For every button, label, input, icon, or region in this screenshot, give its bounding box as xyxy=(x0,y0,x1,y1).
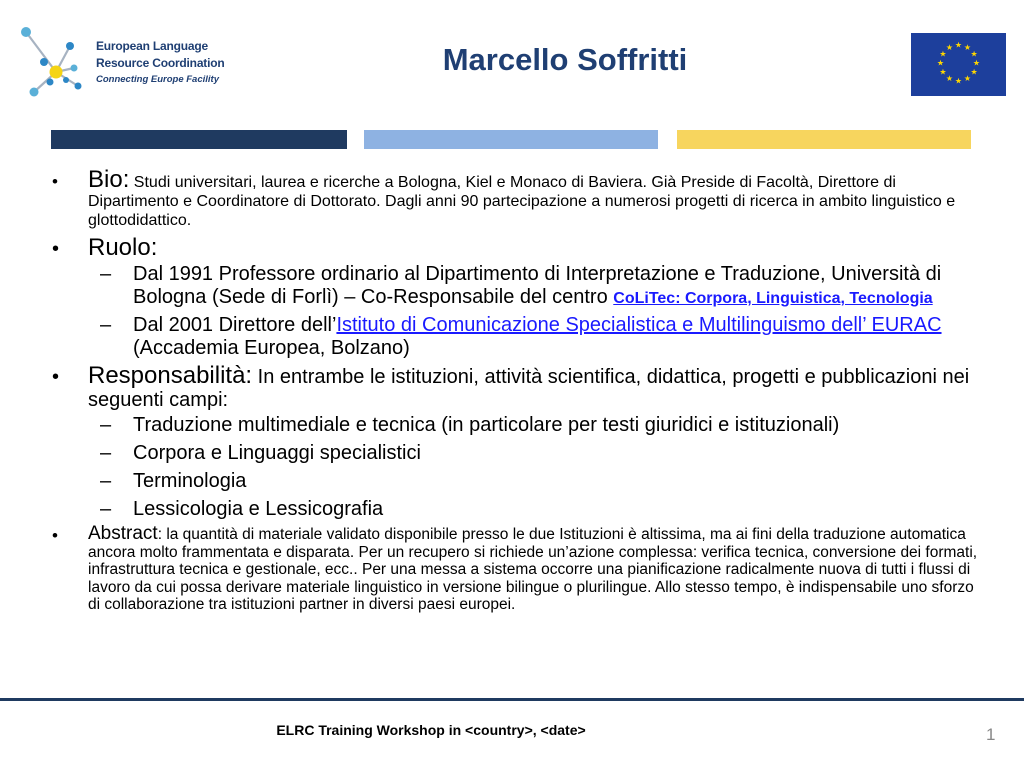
bullet-dot: • xyxy=(52,526,58,545)
svg-text:★: ★ xyxy=(972,58,981,68)
dash: – xyxy=(100,442,112,464)
svg-text:★: ★ xyxy=(963,42,972,52)
ruolo-bullet xyxy=(52,236,982,261)
logo-line-2: Resource Coordination xyxy=(96,56,225,70)
footer-text: ELRC Training Workshop in <country>, <date> xyxy=(276,722,586,738)
footer-divider xyxy=(0,698,1024,701)
header-bar-blue xyxy=(364,130,658,149)
dash: – xyxy=(100,470,112,492)
ruolo-label: Ruolo: xyxy=(88,234,158,261)
svg-text:★: ★ xyxy=(970,49,978,59)
logo-line-1: European Language xyxy=(96,39,208,53)
abstract-text: : la quantità di materiale validato disponibile presso le due Istituzioni è altissima, ma ai fini della traduzione automatica ancora molto frammentata e disparata. Per un recupero si richiede un’azione complessa: verifica tecnica, conversione dei formati, infrastruttura tecnica e gestionale, ecc.. Per una messa a sistema occorre una pianificazione radicalmente nuova di tutti i flussi di lavoro da cui possa derivare materiale linguistico in versione bilingue o plurilingue. Allo stesso tempo, è indispensabile uno sforzo di collaborazione tra istituzioni partner in diversi paesi europei. xyxy=(88,526,978,613)
responsabilita-item xyxy=(52,470,982,493)
svg-text:★: ★ xyxy=(954,76,963,86)
logo-text xyxy=(96,38,224,87)
responsabilita-item-text: Lessicologia e Lessicografia xyxy=(133,498,384,520)
ruolo-item-2-after: (Accademia Europea, Bolzano) xyxy=(133,337,410,359)
slide-content xyxy=(52,166,982,614)
dash: – xyxy=(100,314,112,336)
colitec-link[interactable]: CoLiTec: Corpora, Linguistica, Tecnologia xyxy=(613,290,933,307)
slide-title: Marcello Soffritti xyxy=(442,42,688,77)
page-number: 1 xyxy=(986,725,996,744)
ruolo-item-1-text: Dal 1991 Professore ordinario al Dipartimento di Interpretazione e Traduzione, Università di Bologna (Sede di Forlì) – Co-Responsabile del centro xyxy=(133,263,942,308)
abstract-bullet xyxy=(52,525,982,614)
bio-text: Studi universitari, laurea e ricerche a Bologna, Kiel e Monaco di Baviera. Già Preside di Facoltà, Direttore di Dipartimento e Coordinatore di Dottorato. Dagli anni 90 partecipazione a numerosi progetti di ricerca in ambito linguistico e glottodidattico. xyxy=(88,174,956,229)
responsabilita-item-text: Corpora e Linguaggi specialistici xyxy=(133,442,421,464)
svg-text:★: ★ xyxy=(939,67,947,77)
bullet-dot: • xyxy=(52,238,60,260)
ruolo-item-2-text: Dal 2001 Direttore dell’ xyxy=(133,314,337,336)
svg-text:★: ★ xyxy=(945,74,954,84)
ruolo-item-1 xyxy=(52,263,982,310)
abstract-label: Abstract xyxy=(88,523,158,544)
svg-text:★: ★ xyxy=(970,67,978,77)
bullet-dot: • xyxy=(52,366,60,388)
svg-text:★: ★ xyxy=(963,74,972,84)
responsabilita-item xyxy=(52,498,982,521)
responsabilita-text: In entrambe le istituzioni, attività scientifica, didattica, progetti e pubblicazioni nei seguenti campi: xyxy=(88,366,970,411)
svg-text:★: ★ xyxy=(945,42,954,52)
responsabilita-item xyxy=(52,442,982,465)
elrc-logo xyxy=(20,24,225,106)
bio-bullet xyxy=(52,166,982,230)
svg-text:★: ★ xyxy=(936,58,945,68)
ruolo-item-2 xyxy=(52,314,982,360)
responsabilita-label: Responsabilità: xyxy=(88,362,253,389)
network-icon xyxy=(20,24,100,106)
responsabilita-bullet xyxy=(52,364,982,412)
dash: – xyxy=(100,414,112,436)
responsabilita-item-text: Traduzione multimediale e tecnica (in particolare per testi giuridici e istituzionali) xyxy=(133,414,840,436)
bio-label: Bio: xyxy=(88,166,130,193)
header-bar-yellow xyxy=(677,130,971,149)
responsabilita-item xyxy=(52,414,982,437)
svg-text:★: ★ xyxy=(939,49,947,59)
svg-text:★: ★ xyxy=(954,40,963,50)
eurac-institute-link[interactable]: Istituto di Comunicazione Specialistica e Multilinguismo dell’ EURAC xyxy=(336,314,942,336)
dash: – xyxy=(100,263,112,285)
header-bar-navy xyxy=(51,130,347,149)
responsabilita-item-text: Terminologia xyxy=(133,470,247,492)
eu-flag-icon xyxy=(911,33,1006,96)
bullet-dot: • xyxy=(52,172,58,191)
dash: – xyxy=(100,498,112,520)
logo-tagline: Connecting Europe Facility xyxy=(96,74,219,85)
